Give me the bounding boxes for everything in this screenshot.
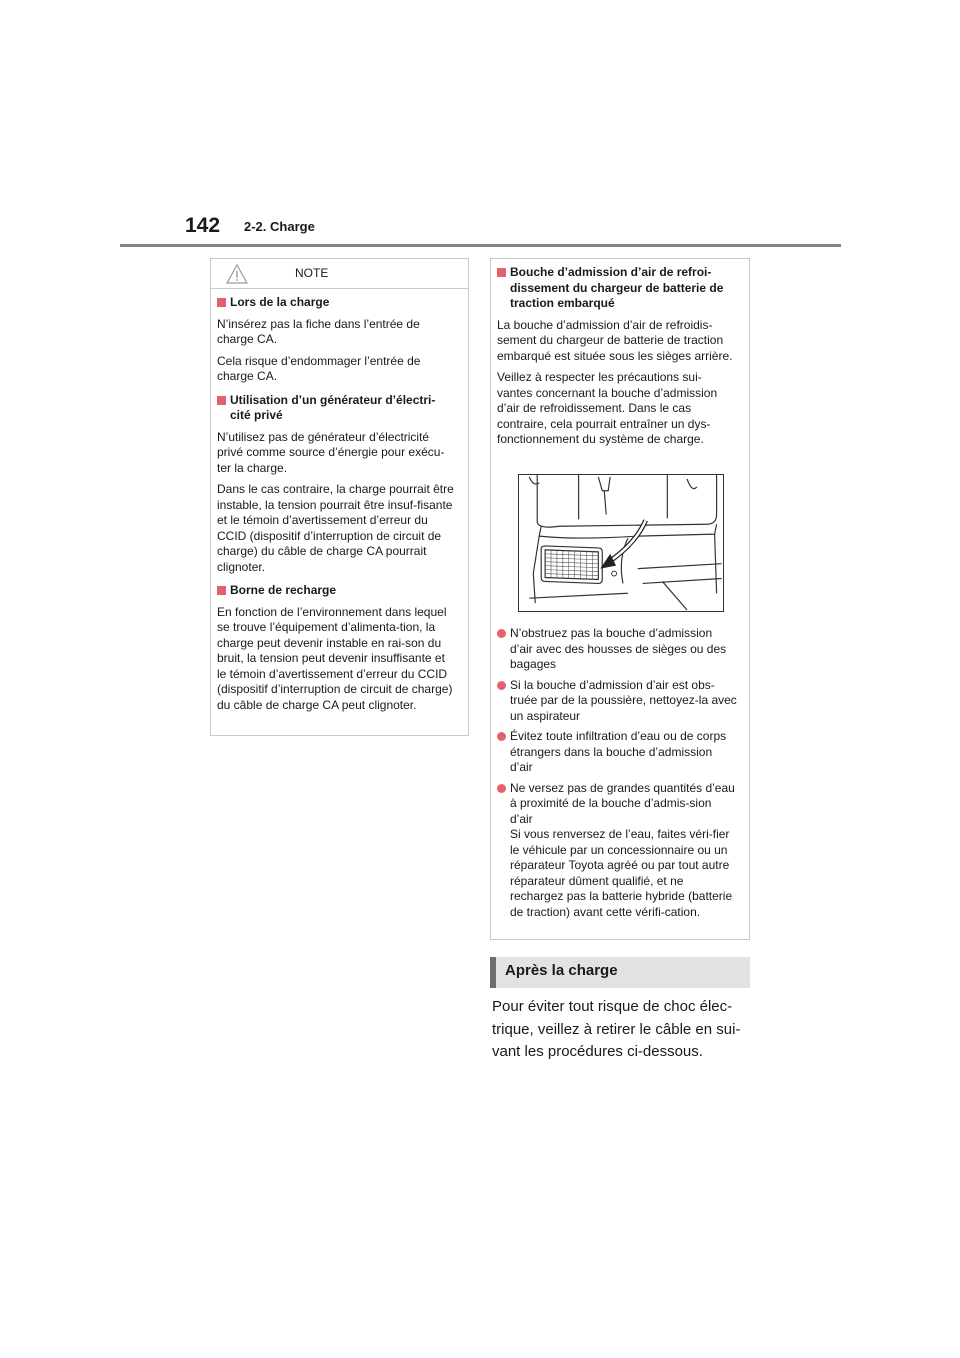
section-label: 2-2. Charge xyxy=(244,219,315,234)
note-heading: Lors de la charge xyxy=(217,295,456,311)
vent-content xyxy=(491,259,749,448)
round-bullet-icon xyxy=(497,784,506,793)
rear-seat-vent-drawing xyxy=(519,475,723,611)
after-charge-banner xyxy=(490,957,750,988)
note-heading: Utilisation d’un générateur d’électri-cité privé xyxy=(217,393,456,424)
vent-paragraph: Veillez à respecter les précautions sui-vantes concernant la bouche d’admission d’air de refroidissement. Dans le cas contraire, cela pourrait entraîner un dys-fonctionnement du système de charge. xyxy=(497,370,718,446)
square-bullet-icon xyxy=(497,268,506,277)
note-content xyxy=(211,289,468,713)
square-bullet-icon xyxy=(217,586,226,595)
warning-triangle-icon xyxy=(226,264,248,284)
after-charge-text: Pour éviter tout risque de choc élec-trique, veillez à retirer le câble en sui-vant les procédures ci-dessous. xyxy=(492,998,741,1060)
page-number: 142 xyxy=(185,214,221,237)
vent-box xyxy=(490,258,750,940)
list-item: N’obstruez pas la bouche d’admission d’air avec des housses de sièges ou des bagages xyxy=(497,626,737,673)
note-heading: Borne de recharge xyxy=(217,583,456,599)
note-paragraph: N’utilisez pas de générateur d’électricité privé comme source d’énergie pour exécu-ter la charge. xyxy=(217,429,445,475)
rear-seat-vent-illustration xyxy=(518,474,724,612)
note-paragraph: Dans le cas contraire, la charge pourrait être instable, la tension pourrait être insuf-fisante et le témoin d’avertissement d’erreur du CCID (dispositif d’interruption de circuit de charge) du câble de charge CA pourrait clignoter. xyxy=(217,482,454,574)
vent-bullet-list xyxy=(497,621,737,920)
round-bullet-icon xyxy=(497,732,506,741)
list-item: Si la bouche d’admission d’air est obs-truée par de la poussière, nettoyez-la avec un aspirateur xyxy=(497,678,737,725)
square-bullet-icon xyxy=(217,396,226,405)
round-bullet-icon xyxy=(497,629,506,638)
round-bullet-icon xyxy=(497,681,506,690)
note-header xyxy=(211,259,468,289)
list-item: Ne versez pas de grandes quantités d’eau à proximité de la bouche d’admis-sion d’air Si vous renversez de l’eau, faites véri-fier le véhicule par un concessionnaire ou un réparateur Toyota agréé ou par tout autre réparateur dûment qualifié, et ne rechargez pas la batterie hybride (batterie de traction) avant cette vérifi-cation. xyxy=(497,781,737,921)
note-box xyxy=(210,258,469,736)
note-paragraph: N’insérez pas la fiche dans l’entrée de charge CA. xyxy=(217,316,420,346)
note-paragraph: Cela risque d’endommager l’entrée de charge CA. xyxy=(217,353,421,383)
note-paragraph: En fonction de l’environnement dans lequel se trouve l’équipement d’alimenta-tion, la charge peut devenir instable en rai-son du bruit, la tension peut devenir insuffisante et le témoin d’avertissement d’erreur du CCID (dispositif d’interruption de circuit de charge) du câble de charge CA peut clignoter. xyxy=(217,604,453,712)
vent-paragraph: La bouche d’admission d’air de refroidis-sement du chargeur de batterie de traction embarqué est située sous les sièges arrière. xyxy=(497,317,733,363)
list-item: Évitez toute infiltration d’eau ou de corps étrangers dans la bouche d’admission d’air xyxy=(497,729,737,776)
header-rule xyxy=(120,244,841,247)
square-bullet-icon xyxy=(217,298,226,307)
banner-accent-bar xyxy=(490,957,496,988)
vent-heading: Bouche d’admission d’air de refroi-dissement du chargeur de batterie de traction embarqué xyxy=(497,265,737,312)
note-title: NOTE xyxy=(295,266,329,280)
after-charge-title: Après la charge xyxy=(505,962,618,979)
